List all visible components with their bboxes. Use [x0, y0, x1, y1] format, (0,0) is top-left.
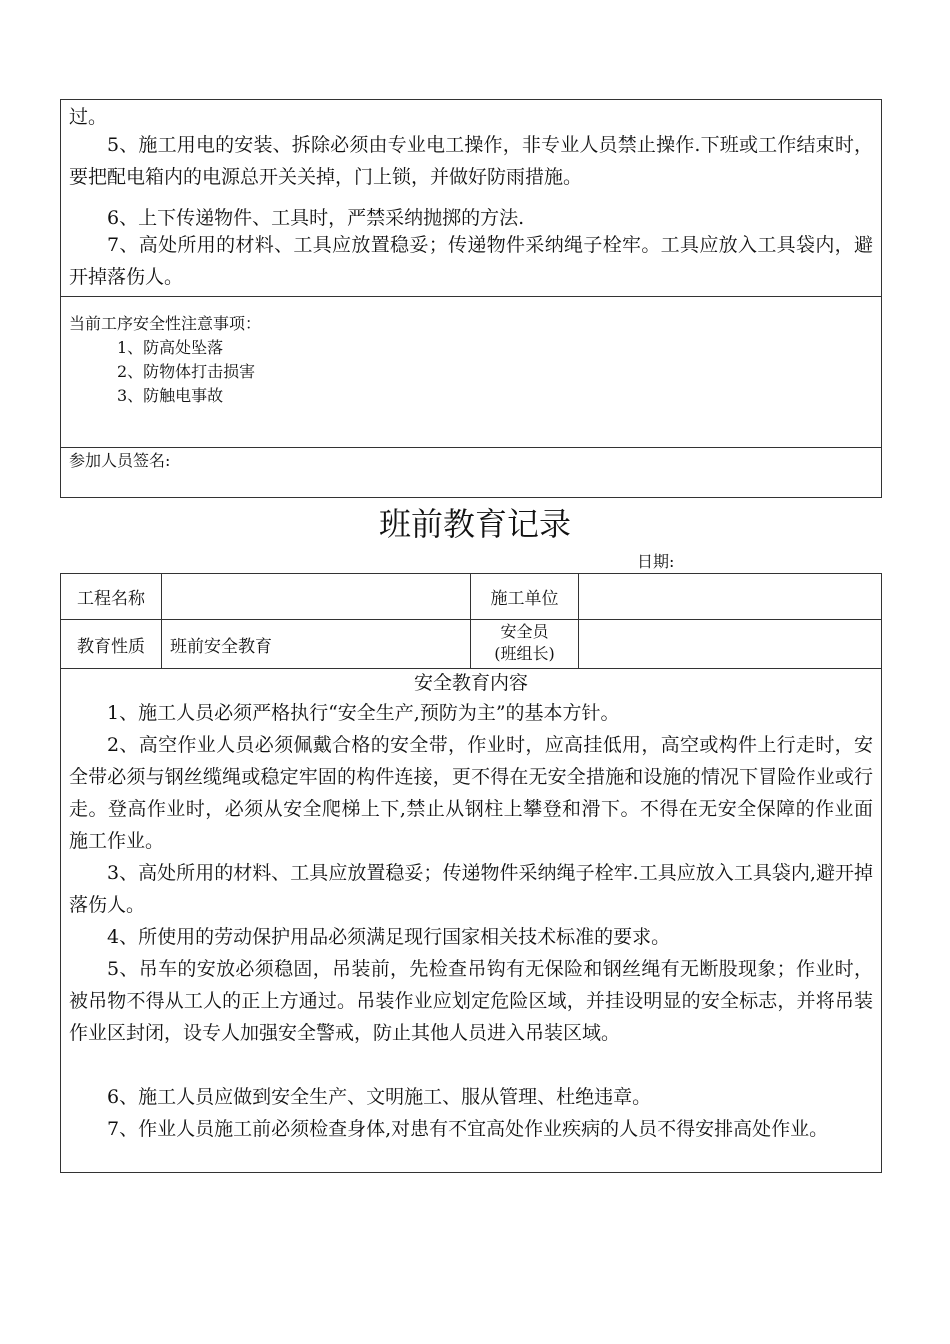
record-title: 班前教育记录: [378, 505, 571, 543]
safety-officer-value: [586, 620, 876, 668]
content-item-3: 3、高处所用的材料、工具应放置稳妥；传递物件采纳绳子栓牢.工具应放入工具袋内,避开掉落伤人。: [69, 862, 873, 916]
content-item-7: 7、作业人员施工前必须检查身体,对患有不宜高处作业疾病的人员不得安排高处作业。: [107, 1118, 829, 1140]
content-heading: 安全教育内容: [413, 672, 528, 694]
construction-unit-value: [586, 574, 876, 619]
signature-label: 参加人员签名:: [69, 451, 171, 470]
content-item-6: 6、施工人员应做到安全生产、文明施工、服从管理、杜绝违章。: [107, 1086, 652, 1108]
project-name-value: [170, 574, 465, 619]
rule-5-paragraph: 5、施工用电的安装、拆除必须由专业电工操作，非专业人员禁止操作.下班或工作结束时，要把配电箱内的电源总开关关掉，门上锁，并做好防雨措施。: [69, 134, 873, 188]
note-item: 2、防物体打击损害: [117, 362, 256, 381]
rule-6-paragraph: 6、上下传递物件、工具时，严禁采纳抛掷的方法.: [107, 207, 525, 229]
safety-officer-label-line1: 安全员: [500, 622, 549, 641]
safety-officer-label: [471, 620, 578, 669]
content-item-1: 1、施工人员必须严格执行“安全生产,预防为主”的基本方针。: [107, 702, 620, 724]
note-item: 1、防高处坠落: [117, 338, 224, 357]
column-divider: [578, 573, 579, 668]
notes-title: 当前工序安全性注意事项：: [69, 314, 262, 333]
date-label: 日期:: [637, 552, 675, 571]
continued-text: 过。: [69, 106, 108, 128]
safety-officer-label-line2: (班组长): [494, 644, 555, 663]
content-item-2: 2、高空作业人员必须佩戴合格的安全带，作业时，应高挂低用，高空或构件上行走时，安全带必须与钢丝缆绳或稳定牢固的构件连接，更不得在无安全措施和设施的情况下冒险作业或行走。登高作业时，必须从安全爬梯上下,禁止从钢柱上攀登和滑下。不得在无安全保障的作业面施工作业。: [69, 734, 873, 852]
education-type-label: 教育性质: [77, 636, 145, 657]
divider: [60, 296, 882, 297]
content-item-4: 4、所使用的劳动保护用品必须满足现行国家相关技术标准的要求。: [107, 926, 671, 948]
project-name-label: 工程名称: [77, 589, 145, 609]
column-divider: [161, 573, 162, 668]
rule-7-paragraph: 7、高处所用的材料、工具应放置稳妥；传递物件采纳绳子栓牢。工具应放入工具袋内，避开掉落伤人。: [69, 234, 873, 288]
divider: [60, 447, 882, 448]
education-type-value: 班前安全教育: [170, 636, 272, 657]
note-item: 3、防触电事故: [117, 386, 224, 405]
construction-unit-label: 施工单位: [490, 589, 559, 609]
content-item-5: 5、吊车的安放必须稳固，吊装前，先检查吊钩有无保险和钢丝绳有无断股现象；作业时，被吊物不得从工人的正上方通过。吊装作业应划定危险区域，并挂设明显的安全标志，并将吊装作业区封闭，设专人加强安全警戒，防止其他人员进入吊装区域。: [69, 958, 873, 1044]
